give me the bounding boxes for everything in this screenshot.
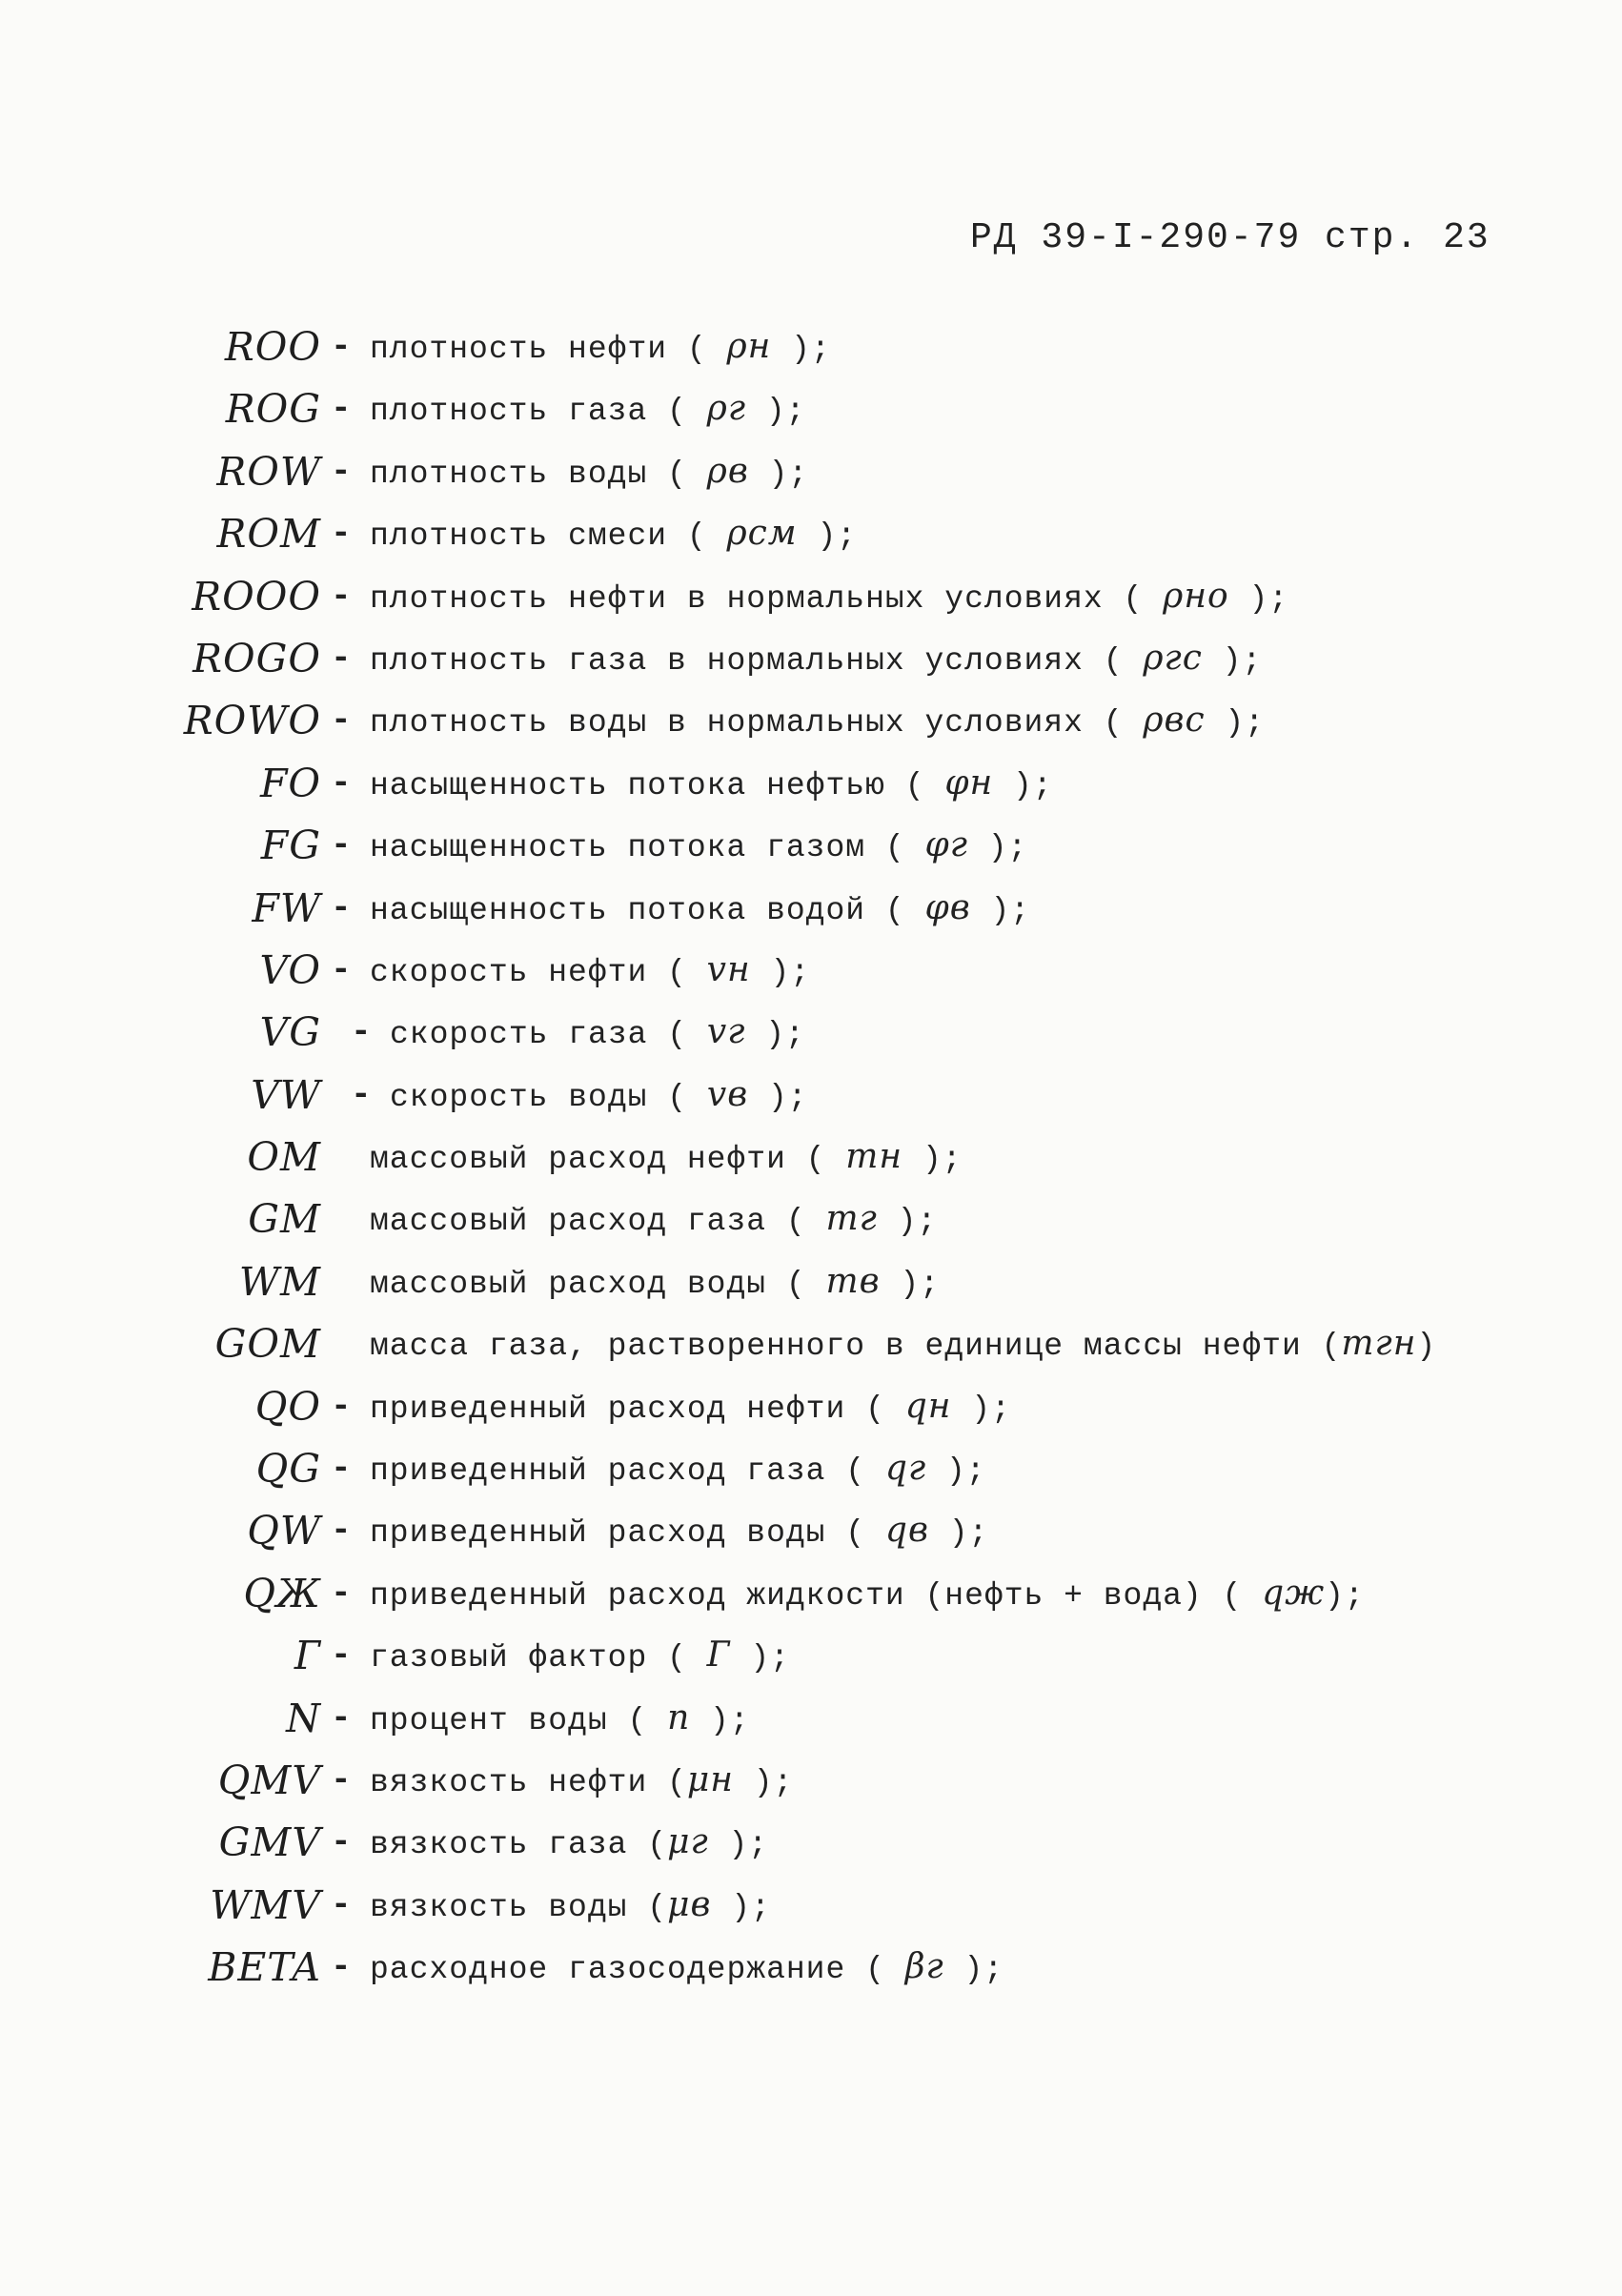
description: массовый расход воды <box>370 1266 767 1302</box>
description: процент воды <box>370 1702 608 1738</box>
definition-row <box>0 821 1622 883</box>
math-notation: qн <box>904 1386 952 1426</box>
description: насыщенность потока нефтью <box>370 767 885 803</box>
definition-row <box>0 634 1622 696</box>
definitions-list <box>0 322 1622 2005</box>
open-paren: ( <box>647 1764 687 1800</box>
description: плотность нефти <box>370 332 668 367</box>
math-notation: vв <box>706 1074 749 1114</box>
definition-text <box>370 1942 1004 1995</box>
dash: - <box>331 1386 352 1426</box>
open-paren: ( <box>647 1079 707 1115</box>
variable-symbol: QG <box>255 1446 321 1493</box>
definition-text <box>370 1631 790 1683</box>
definition-row <box>0 447 1622 509</box>
description: скорость нефти <box>370 954 648 990</box>
variable-symbol: BETA <box>208 1944 321 1991</box>
close-paren: ); <box>748 1079 808 1115</box>
open-paren: ( <box>1301 1329 1342 1365</box>
variable-symbol: ROOO <box>192 573 321 620</box>
open-paren: ( <box>607 1702 668 1738</box>
description: приведенный расход воды <box>370 1515 826 1552</box>
page-header: РД 39-I-290-79 стр. 23 <box>970 217 1490 258</box>
description: приведенный расход газа <box>370 1453 826 1490</box>
math-notation: qв <box>884 1511 929 1551</box>
variable-symbol: FO <box>259 760 321 806</box>
description: плотность воды в нормальных условиях <box>370 705 1084 742</box>
open-paren: ( <box>766 1266 826 1302</box>
definition-row <box>0 1444 1622 1506</box>
close-paren: ); <box>967 830 1028 866</box>
description: вязкость газа <box>370 1827 628 1863</box>
open-paren: ( <box>865 892 925 928</box>
open-paren: ( <box>845 1952 905 1988</box>
definition-row <box>0 1007 1622 1069</box>
definition-text <box>370 759 1053 811</box>
definition-row <box>0 696 1622 758</box>
close-paren: ); <box>926 1453 986 1490</box>
dash: - <box>351 1074 372 1114</box>
variable-symbol: ROG <box>225 386 321 433</box>
math-notation: φв <box>924 887 971 927</box>
description: плотность смеси <box>370 518 668 555</box>
definition-row <box>0 572 1622 634</box>
close-paren: ); <box>748 456 809 492</box>
open-paren: ( <box>647 394 707 430</box>
close-paren: ); <box>730 1640 790 1676</box>
close-paren: ); <box>880 1266 941 1302</box>
definition-text <box>370 572 1288 624</box>
close-paren: ); <box>1228 580 1289 617</box>
variable-symbol: VO <box>259 946 321 993</box>
variable-symbol: VG <box>259 1009 321 1056</box>
dash: - <box>331 1511 352 1551</box>
description: плотность нефти в нормальных условиях <box>370 580 1104 617</box>
close-paren: ) <box>1416 1329 1437 1365</box>
close-paren: ); <box>1202 642 1263 679</box>
definition-row <box>0 384 1622 446</box>
variable-symbol: WMV <box>210 1881 321 1928</box>
dash: - <box>331 825 352 865</box>
math-notation: φг <box>924 825 968 865</box>
description: массовый расход нефти <box>370 1142 786 1178</box>
description: газовый фактор <box>370 1640 648 1676</box>
description: скорость воды <box>390 1079 648 1115</box>
open-paren: ( <box>647 1640 707 1676</box>
variable-symbol: GOM <box>214 1321 321 1368</box>
dash: - <box>331 514 352 554</box>
variable-symbol: QЖ <box>243 1570 321 1616</box>
close-paren: ); <box>1325 1577 1365 1614</box>
description: массовый расход газа <box>370 1204 767 1240</box>
definition-row <box>0 509 1622 571</box>
variable-symbol: GMV <box>218 1819 321 1866</box>
close-paren: ); <box>797 518 858 555</box>
variable-symbol: ROM <box>216 511 321 558</box>
definition-row <box>0 945 1622 1007</box>
definition-row <box>0 1257 1622 1319</box>
definition-text <box>390 1007 805 1060</box>
variable-symbol: QO <box>254 1383 321 1430</box>
open-paren: ( <box>627 1889 668 1925</box>
open-paren: ( <box>785 1142 846 1178</box>
definition-text <box>370 1818 768 1870</box>
definition-text <box>390 1070 808 1123</box>
definition-row <box>0 1942 1622 2004</box>
variable-symbol: N <box>286 1695 321 1741</box>
description: вязкость воды <box>370 1889 628 1925</box>
dash: - <box>331 1636 352 1676</box>
math-notation: μв <box>667 1884 712 1924</box>
math-notation: mг <box>825 1199 878 1239</box>
description: приведенный расход нефти <box>370 1391 846 1427</box>
variable-symbol: FW <box>252 884 321 931</box>
definition-text <box>370 884 1030 936</box>
definition-text <box>370 1880 771 1933</box>
variable-symbol: ROO <box>224 324 321 370</box>
description: расходное газосодержание <box>370 1952 846 1988</box>
math-notation: ρв <box>706 451 749 491</box>
math-notation: ρвс <box>1143 701 1206 741</box>
dash: - <box>331 1822 352 1862</box>
definition-text <box>370 634 1262 686</box>
math-notation: Г <box>706 1636 731 1676</box>
open-paren: ( <box>845 1391 905 1427</box>
definition-text <box>370 384 805 437</box>
variable-symbol: QMV <box>217 1757 321 1803</box>
math-notation: ρгс <box>1143 638 1203 678</box>
dash: - <box>331 1573 352 1613</box>
description: плотность газа <box>370 394 648 430</box>
dash: - <box>331 887 352 927</box>
definition-text <box>370 509 857 561</box>
open-paren: ( <box>647 1017 707 1053</box>
definition-text <box>370 447 808 499</box>
close-paren: ); <box>951 1391 1011 1427</box>
open-paren: ( <box>884 767 945 803</box>
description: приведенный расход жидкости (нефть + вода) <box>370 1577 1203 1614</box>
definition-text <box>370 1194 937 1247</box>
open-paren: ( <box>647 456 707 492</box>
definition-row <box>0 1631 1622 1693</box>
close-paren: ); <box>690 1702 750 1738</box>
variable-symbol: Г <box>294 1633 321 1679</box>
close-paren: ); <box>877 1204 938 1240</box>
dash: - <box>331 327 352 366</box>
definition-row <box>0 1880 1622 1942</box>
definition-text <box>370 1506 988 1558</box>
definition-row <box>0 1194 1622 1256</box>
open-paren: ( <box>1103 580 1164 617</box>
variable-symbol: FG <box>260 823 321 869</box>
open-paren: ( <box>647 954 707 990</box>
close-paren: ); <box>993 767 1053 803</box>
math-notation: n <box>667 1697 691 1737</box>
open-paren: ( <box>1202 1577 1263 1614</box>
math-notation: ρно <box>1163 576 1229 616</box>
definition-text <box>370 1319 1436 1372</box>
math-notation: ρг <box>706 389 747 429</box>
dash: - <box>331 1449 352 1489</box>
open-paren: ( <box>1083 705 1144 742</box>
close-paren: ); <box>733 1764 794 1800</box>
math-notation: qж <box>1262 1573 1326 1613</box>
math-notation: βг <box>904 1947 944 1987</box>
close-paren: ); <box>970 892 1031 928</box>
close-paren: ); <box>928 1515 989 1552</box>
math-notation: mн <box>845 1137 903 1177</box>
definition-text <box>370 696 1265 748</box>
math-notation: ρсм <box>726 514 798 554</box>
dash: - <box>331 638 352 678</box>
definition-text <box>370 1132 963 1185</box>
dash: - <box>331 1884 352 1924</box>
definition-text <box>370 1444 986 1496</box>
variable-symbol: VW <box>251 1071 321 1118</box>
description: плотность воды <box>370 456 648 492</box>
open-paren: ( <box>766 1204 826 1240</box>
definition-row <box>0 884 1622 945</box>
description: плотность газа в нормальных условиях <box>370 642 1084 679</box>
open-paren: ( <box>627 1827 668 1863</box>
definition-row <box>0 1382 1622 1444</box>
close-paren: ); <box>943 1952 1004 1988</box>
math-notation: qг <box>884 1449 927 1489</box>
definition-row <box>0 1756 1622 1818</box>
close-paren: ); <box>902 1142 963 1178</box>
close-paren: ); <box>1205 705 1266 742</box>
close-paren: ); <box>746 394 806 430</box>
description: масса газа, растворенного в единице массы нефти <box>370 1329 1302 1365</box>
open-paren: ( <box>865 830 925 866</box>
open-paren: ( <box>825 1453 885 1490</box>
dash: - <box>351 1012 372 1052</box>
dash: - <box>331 389 352 429</box>
definition-row <box>0 1694 1622 1756</box>
dash: - <box>331 1947 352 1987</box>
close-paren: ); <box>771 332 831 367</box>
variable-symbol: OM <box>247 1134 321 1181</box>
definition-row <box>0 1132 1622 1194</box>
open-paren: ( <box>667 332 727 367</box>
definition-row <box>0 1569 1622 1631</box>
variable-symbol: ROWO <box>183 698 321 744</box>
definition-row <box>0 322 1622 384</box>
definition-row <box>0 1818 1622 1879</box>
dash: - <box>331 762 352 803</box>
definition-row <box>0 1070 1622 1132</box>
dash: - <box>331 1759 352 1799</box>
dash: - <box>331 1697 352 1737</box>
definition-row <box>0 1506 1622 1568</box>
description: вязкость нефти <box>370 1764 648 1800</box>
definition-row <box>0 1319 1622 1381</box>
close-paren: ); <box>745 1017 805 1053</box>
variable-symbol: QW <box>247 1508 321 1554</box>
close-paren: ); <box>711 1889 771 1925</box>
close-paren: ); <box>708 1827 769 1863</box>
definition-text <box>370 1257 940 1310</box>
math-notation: vн <box>706 949 751 989</box>
definition-row <box>0 759 1622 821</box>
variable-symbol: ROW <box>216 448 321 495</box>
dash: - <box>331 576 352 616</box>
definition-text <box>370 1382 1011 1434</box>
open-paren: ( <box>825 1515 885 1552</box>
math-notation: μн <box>686 1759 734 1799</box>
definition-text <box>370 1569 1365 1621</box>
math-notation: vг <box>706 1012 746 1052</box>
math-notation: mв <box>825 1261 881 1301</box>
dash: - <box>331 949 352 989</box>
math-notation: ρн <box>726 327 772 366</box>
definition-text <box>370 945 810 998</box>
description: скорость газа <box>390 1017 648 1053</box>
definition-text <box>370 1694 750 1746</box>
variable-symbol: WM <box>238 1258 321 1305</box>
definition-text <box>370 1756 793 1808</box>
math-notation: mгн <box>1341 1324 1417 1364</box>
description: насыщенность потока водой <box>370 892 866 928</box>
dash: - <box>331 701 352 741</box>
math-notation: φн <box>944 762 994 803</box>
dash: - <box>331 451 352 491</box>
math-notation: μг <box>667 1822 709 1862</box>
definition-text <box>370 821 1027 873</box>
description: насыщенность потока газом <box>370 830 866 866</box>
open-paren: ( <box>1083 642 1144 679</box>
variable-symbol: ROGO <box>193 635 321 681</box>
variable-symbol: GM <box>248 1196 321 1243</box>
definition-text <box>370 322 831 375</box>
open-paren: ( <box>667 518 727 555</box>
close-paren: ); <box>750 954 811 990</box>
